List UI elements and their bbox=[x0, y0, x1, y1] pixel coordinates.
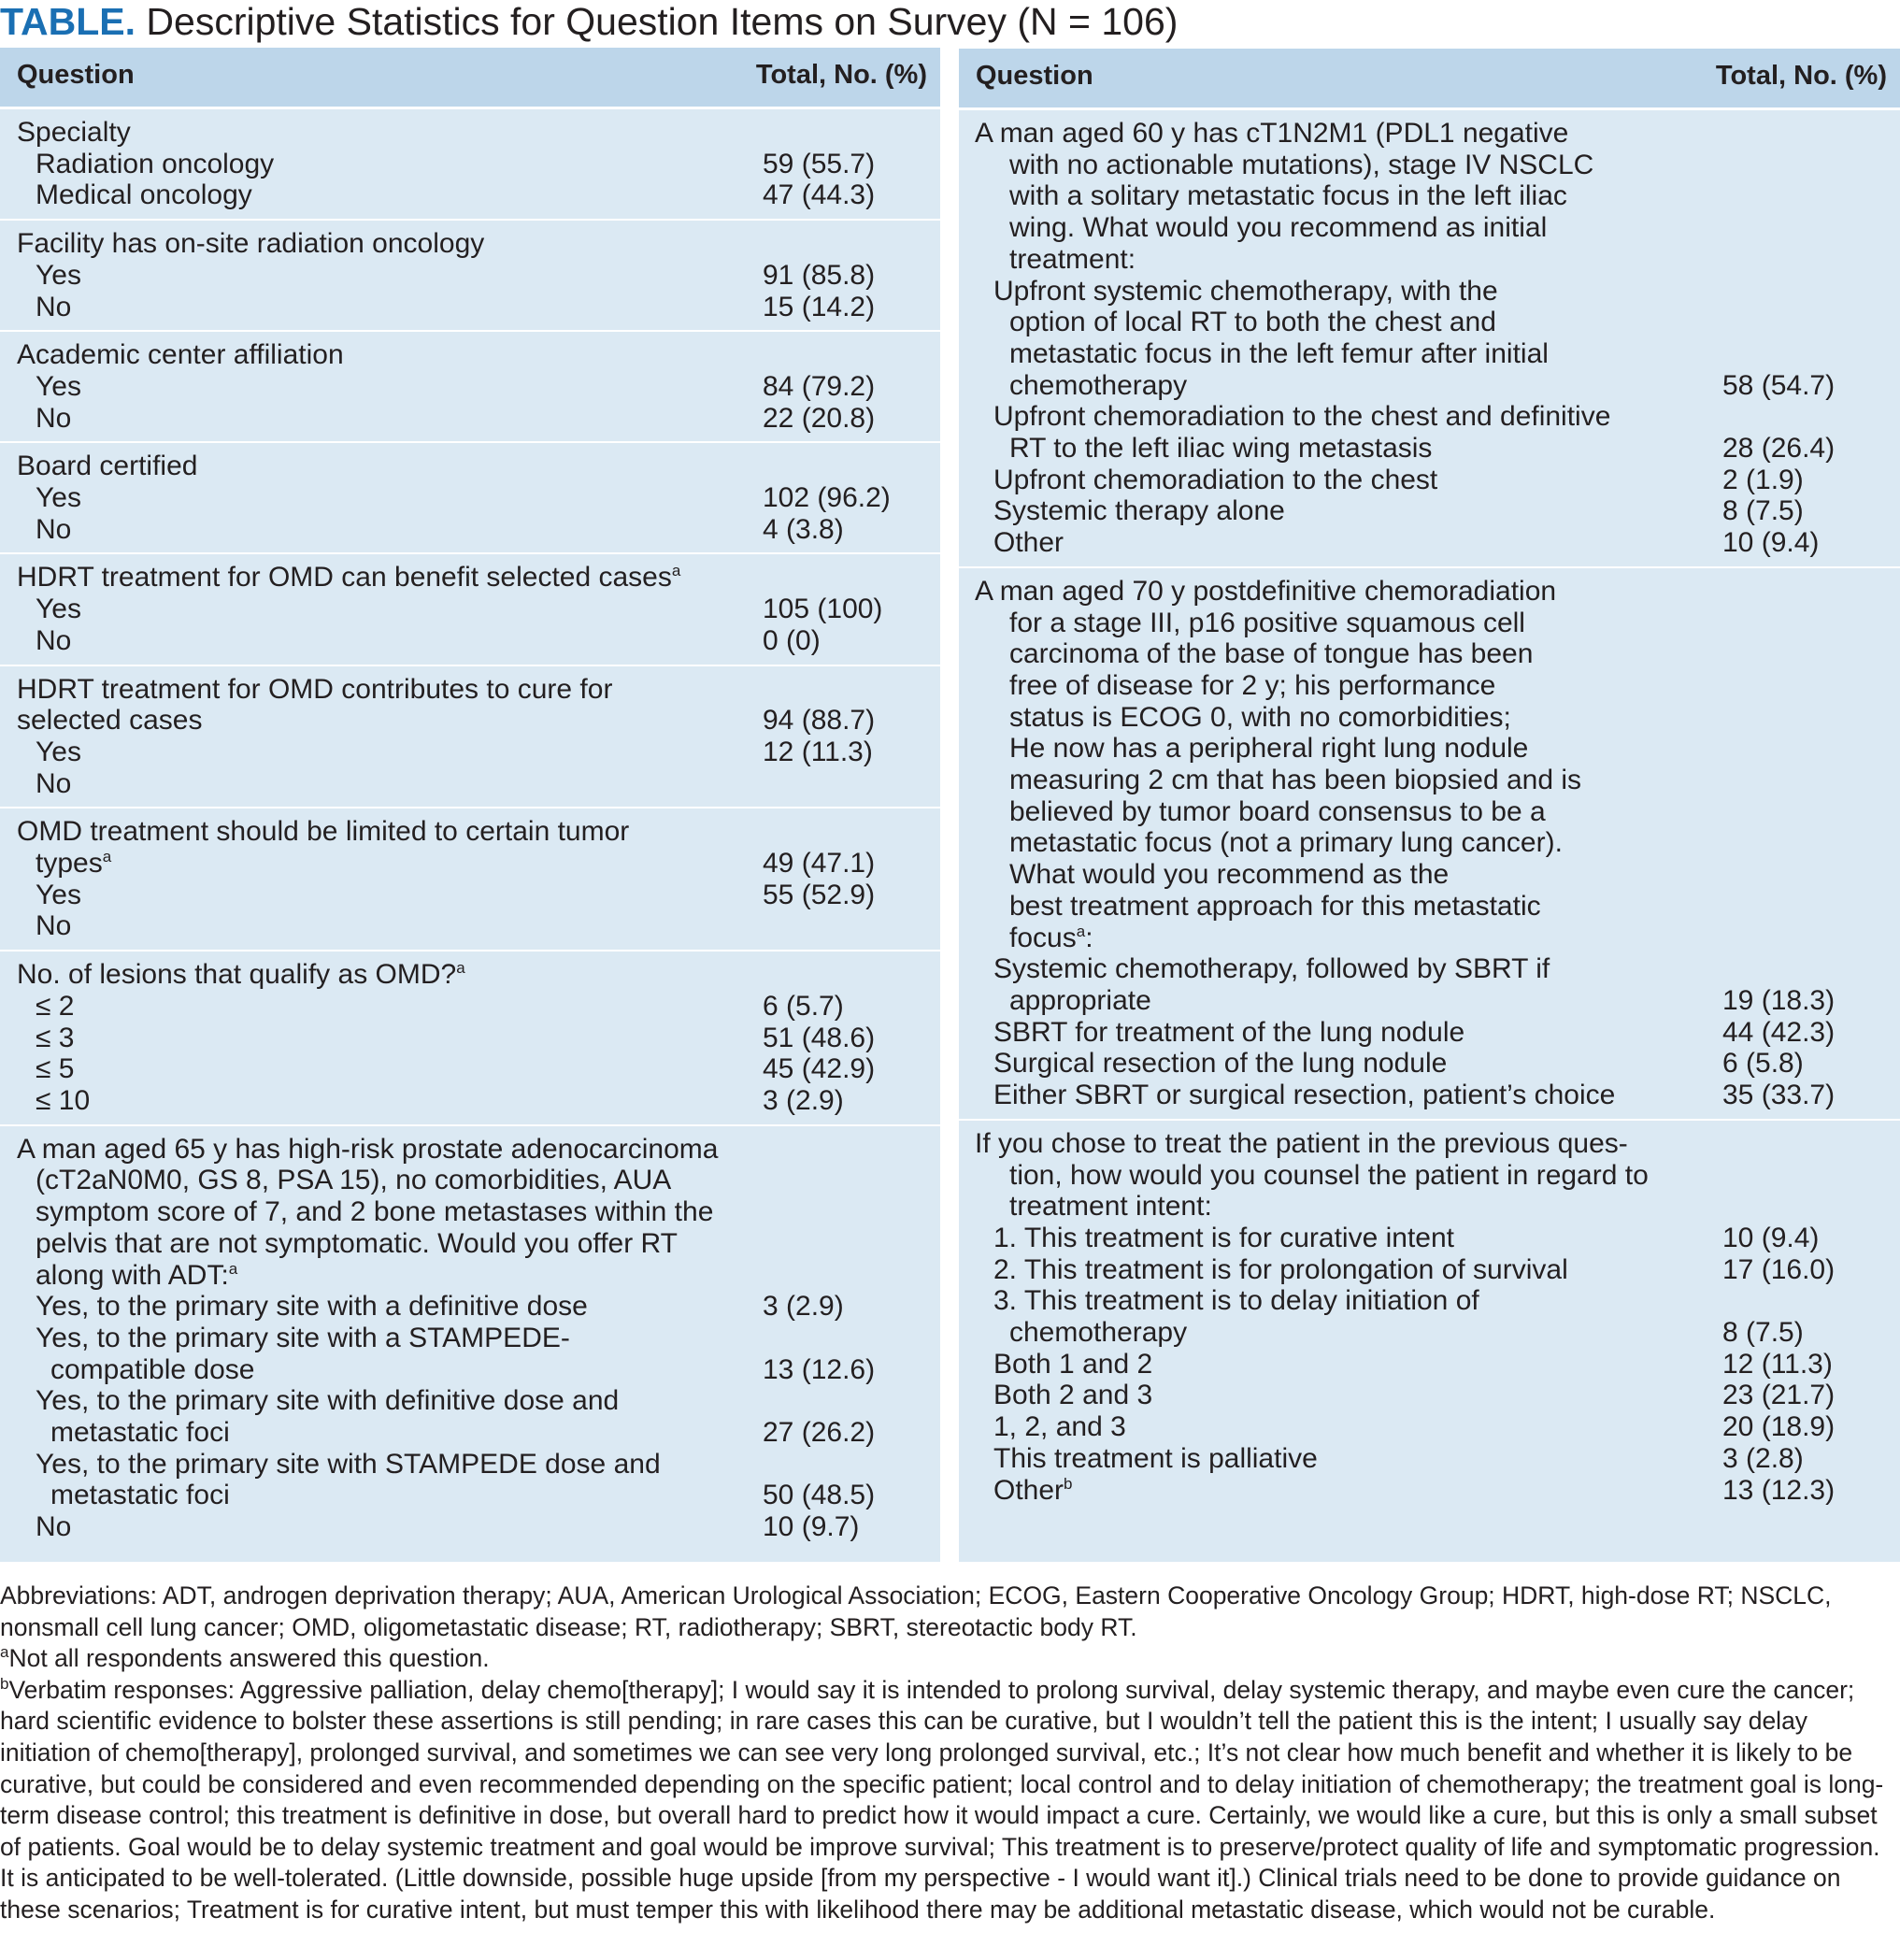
footnotes bbox=[0, 1581, 1888, 1926]
row-question-text: believed by tumor board consensus to be a bbox=[1009, 795, 1546, 827]
row-question-text: Yes bbox=[36, 259, 81, 291]
row-question-text: A man aged 70 y postdefinitive chemoradiation bbox=[975, 575, 1557, 607]
row-total-value: 35 (33.7) bbox=[1722, 1080, 1836, 1111]
row-question-text: ≤ 2 bbox=[36, 990, 75, 1022]
row-question-text: Yes bbox=[36, 594, 81, 625]
footnote-marker: a bbox=[228, 1259, 238, 1278]
footnote-a-text: Not all respondents answered this question. bbox=[8, 1644, 490, 1673]
row-total-value: 27 (26.2) bbox=[763, 1417, 876, 1449]
row-question-text: ≤ 10 bbox=[36, 1084, 91, 1116]
row-question-text: chemotherapy bbox=[1009, 1317, 1188, 1349]
row-question-text: Other bbox=[993, 527, 1064, 559]
row-total-value: 58 (54.7) bbox=[1722, 369, 1836, 401]
table-row bbox=[0, 768, 940, 800]
table-row bbox=[959, 433, 1900, 465]
table-row bbox=[0, 514, 940, 546]
row-total-value: 47 (44.3) bbox=[763, 179, 876, 211]
table-title bbox=[0, 0, 1178, 45]
table-row bbox=[0, 451, 940, 482]
row-question-text: Medical oncology bbox=[36, 179, 252, 211]
row-question-text: No bbox=[36, 767, 72, 799]
row-total-value: 3 (2.9) bbox=[763, 1291, 844, 1323]
row-question-text: Yes, to the primary site with a STAMPEDE- bbox=[36, 1322, 570, 1353]
table-row bbox=[959, 733, 1900, 765]
table-row bbox=[0, 1417, 940, 1449]
row-question-text: Yes, to the primary site with STAMPEDE dose and bbox=[36, 1448, 661, 1480]
row-question-text: free of disease for 2 y; his performance bbox=[1009, 669, 1496, 701]
row-question-text: with a solitary metastatic focus in the left iliac bbox=[1009, 180, 1567, 212]
table-section bbox=[0, 219, 940, 330]
footnote-a bbox=[0, 1643, 1888, 1675]
header-question: Question bbox=[976, 61, 1093, 91]
row-question-text: Yes bbox=[36, 736, 81, 767]
table-row bbox=[959, 827, 1900, 859]
row-total-value: 22 (20.8) bbox=[763, 402, 876, 434]
right-table-header bbox=[959, 49, 1900, 110]
row-question-text: Surgical resection of the lung nodule bbox=[993, 1048, 1448, 1080]
table-row bbox=[959, 212, 1900, 244]
table-row bbox=[959, 150, 1900, 181]
row-question-text: No bbox=[36, 1511, 72, 1543]
row-question-text: If you chose to treat the patient in the previous ques- bbox=[975, 1127, 1628, 1159]
row-question-text: ≤ 5 bbox=[36, 1053, 75, 1085]
row-question-text: metastatic foci bbox=[50, 1480, 230, 1511]
row-question-text: chemotherapy bbox=[1009, 369, 1188, 401]
row-total-value: 8 (7.5) bbox=[1722, 495, 1804, 527]
row-question-text: Either SBRT or surgical resection, patient’s choice bbox=[993, 1080, 1616, 1111]
table-row bbox=[959, 1411, 1900, 1443]
table-row bbox=[0, 816, 940, 848]
row-question-text: 1, 2, and 3 bbox=[993, 1411, 1126, 1443]
table-row bbox=[0, 1511, 940, 1543]
table-row bbox=[959, 1017, 1900, 1049]
table-title-text: Descriptive Statistics for Question Items on Survey (N = 106) bbox=[146, 0, 1179, 43]
table-row bbox=[0, 594, 940, 625]
row-total-value: 19 (18.3) bbox=[1722, 984, 1836, 1016]
row-question-text: What would you recommend as the bbox=[1009, 859, 1450, 891]
footnote-b-text: Verbatim responses: Aggressive palliation, delay chemo[therapy]; I would say it is intended to prolong survival, delay systemic therapy, and maybe even cure the cancer; hard scientific evidence to bolster these assertions is still pending; in rare cases this can be curative, but I wouldn’t tell the patient this is the intent; I usually say delay initiation of chemo[therapy], prolonged survival, and sometimes we can see very long prolonged survival, etc.; It’s not clear how much benefit and whether it is likely to be curative, but could be considered and even recommended depending on the specific patient; local control and to delay initiation of chemotherapy; the treatment goal is long-term disease control; this treatment is definitive in dose, but overall hard to predict how it would impact a cure. Certainly, we would like a cure, but this is only a small subset of patients. Goal would be to delay systemic treatment and goal would be improve survival; This treatment is to preserve/protect quality of life and symptomatic progression. It is anticipated to be well-tolerated. (Little downside, possible huge upside [from my perspective - I would want it].) Clinical trials need to be done to provide guidance on these scenarios; Treatment is for curative intent, but must temper this with likelihood there may be additional metastatic disease, which would not be curable. bbox=[0, 1675, 1884, 1924]
row-question-text: 1. This treatment is for curative intent bbox=[993, 1222, 1454, 1253]
table-row bbox=[0, 1449, 940, 1481]
table-row bbox=[959, 1380, 1900, 1411]
row-total-value: 3 (2.8) bbox=[1722, 1442, 1804, 1474]
table-row bbox=[959, 859, 1900, 891]
table-row bbox=[959, 1443, 1900, 1475]
row-question-text: Board certified bbox=[17, 451, 198, 482]
table-row bbox=[959, 670, 1900, 702]
row-question-text: pelvis that are not symptomatic. Would you offer RT bbox=[36, 1227, 678, 1259]
table-row bbox=[959, 985, 1900, 1017]
table-row bbox=[0, 1023, 940, 1054]
row-total-value: 55 (52.9) bbox=[763, 879, 876, 910]
table-section bbox=[959, 110, 1900, 566]
table-row bbox=[959, 401, 1900, 433]
row-question-text: measuring 2 cm that has been biopsied and is bbox=[1009, 765, 1582, 796]
table-row bbox=[0, 674, 940, 706]
table-row bbox=[0, 705, 940, 737]
footnote-marker: a bbox=[102, 848, 112, 866]
table-row bbox=[0, 1354, 940, 1386]
table-label: TABLE. bbox=[0, 0, 136, 43]
table-row bbox=[959, 1160, 1900, 1192]
row-question-text: metastatic focus in the left femur after initial bbox=[1009, 337, 1549, 369]
row-question-text: Upfront chemoradiation to the chest and definitive bbox=[993, 401, 1611, 433]
table-section bbox=[0, 1124, 940, 1551]
row-total-value: 2 (1.9) bbox=[1722, 464, 1804, 495]
row-total-value: 4 (3.8) bbox=[763, 513, 844, 545]
row-total-value: 6 (5.8) bbox=[1722, 1048, 1804, 1080]
row-question-text: (cT2aN0M0, GS 8, PSA 15), no comorbidities, AUA bbox=[36, 1165, 672, 1196]
row-question-text: appropriate bbox=[1009, 984, 1151, 1016]
table-row bbox=[0, 910, 940, 942]
row-total-value: 17 (16.0) bbox=[1722, 1253, 1836, 1285]
table-row bbox=[959, 276, 1900, 308]
table-row bbox=[0, 1291, 940, 1323]
row-question-text: No bbox=[36, 291, 72, 322]
row-question-text: Systemic therapy alone bbox=[993, 495, 1285, 527]
row-total-value: 10 (9.4) bbox=[1722, 527, 1820, 559]
table-row bbox=[959, 1048, 1900, 1080]
table-row bbox=[959, 180, 1900, 212]
row-question-text: He now has a peripheral right lung nodule bbox=[1009, 733, 1529, 765]
table-row bbox=[0, 179, 940, 211]
row-question-text: Yes, to the primary site with a definitive dose bbox=[36, 1291, 588, 1323]
row-total-value: 28 (26.4) bbox=[1722, 433, 1836, 465]
row-total-value: 45 (42.9) bbox=[763, 1053, 876, 1085]
table-row bbox=[0, 339, 940, 371]
table-row bbox=[0, 1385, 940, 1417]
row-question-text: treatment: bbox=[1009, 243, 1136, 275]
table-row bbox=[0, 1165, 940, 1196]
row-question-text: No bbox=[36, 513, 72, 545]
table-section bbox=[959, 1119, 1900, 1513]
table-section bbox=[0, 665, 940, 808]
row-question-text: 3. This treatment is to delay initiation of bbox=[993, 1285, 1479, 1317]
row-question-text: No bbox=[36, 624, 72, 656]
row-question-text: This treatment is palliative bbox=[993, 1442, 1318, 1474]
table-row bbox=[0, 1480, 940, 1511]
table-row bbox=[959, 702, 1900, 734]
row-total-value: 94 (88.7) bbox=[763, 705, 876, 737]
table-row bbox=[0, 1053, 940, 1085]
row-total-value: 15 (14.2) bbox=[763, 291, 876, 322]
table-section bbox=[0, 552, 940, 664]
table-section bbox=[0, 109, 940, 219]
row-total-value: 91 (85.8) bbox=[763, 259, 876, 291]
table-row bbox=[0, 1134, 940, 1166]
table-row bbox=[0, 1228, 940, 1260]
row-question-text: A man aged 60 y has cT1N2M1 (PDL1 negative bbox=[975, 118, 1569, 149]
row-question-text: metastatic focus (not a primary lung cancer). bbox=[1009, 827, 1563, 859]
row-question-text: Facility has on-site radiation oncology bbox=[17, 228, 485, 260]
row-question-text: No. of lesions that qualify as OMD?$^a$ bbox=[17, 959, 465, 991]
row-question-text: A man aged 65 y has high-risk prostate adenocarcinoma bbox=[17, 1133, 719, 1165]
table-row bbox=[959, 1317, 1900, 1349]
table-row bbox=[0, 228, 940, 260]
row-question-text: wing. What would you recommend as initial bbox=[1009, 212, 1548, 244]
table-row bbox=[0, 371, 940, 403]
footnote-marker: a bbox=[1076, 922, 1086, 940]
table-row bbox=[0, 959, 940, 991]
row-question-text: No bbox=[36, 402, 72, 434]
row-question-text: carcinoma of the base of tongue has been bbox=[1009, 638, 1534, 670]
table-row bbox=[959, 495, 1900, 527]
row-question-text: 2. This treatment is for prolongation of survival bbox=[993, 1253, 1568, 1285]
row-total-value: 59 (55.7) bbox=[763, 148, 876, 179]
row-total-value: 13 (12.6) bbox=[763, 1353, 876, 1385]
footnote-marker: a bbox=[456, 959, 465, 978]
table-row bbox=[959, 1349, 1900, 1381]
table-section bbox=[0, 950, 940, 1124]
table-row bbox=[959, 1080, 1900, 1111]
row-question-text: Specialty bbox=[17, 117, 131, 148]
row-question-text: No bbox=[36, 910, 72, 942]
table-row bbox=[0, 260, 940, 292]
row-question-text: Systemic chemotherapy, followed by SBRT if bbox=[993, 953, 1550, 985]
table-row bbox=[959, 527, 1900, 559]
table-row bbox=[959, 608, 1900, 639]
table-row bbox=[0, 403, 940, 435]
left-table-body bbox=[0, 109, 940, 1551]
table-row bbox=[959, 765, 1900, 796]
row-total-value: 105 (100) bbox=[763, 594, 883, 625]
row-total-value: 3 (2.9) bbox=[763, 1084, 844, 1116]
table-row bbox=[959, 796, 1900, 828]
table-row bbox=[0, 149, 940, 180]
footnote-abbreviations: Abbreviations: ADT, androgen deprivation therapy; AUA, American Urological Association; ECOG, Eastern Cooperative Oncology Group; HDRT, high-dose RT; NSCLC, nonsmall cell lung cancer; OMD, oligometastatic disease; RT, radiotherapy; SBRT, stereotactic body RT. bbox=[0, 1581, 1832, 1641]
footnote-b-mark: b bbox=[0, 1674, 9, 1693]
left-table-header bbox=[0, 48, 940, 109]
row-question-text: RT to the left iliac wing metastasis bbox=[1009, 433, 1433, 465]
row-question-text: Yes bbox=[36, 370, 81, 402]
row-question-text: Yes bbox=[36, 482, 81, 514]
row-question-text: for a stage III, p16 positive squamous cell bbox=[1009, 607, 1525, 638]
table-row bbox=[0, 562, 940, 594]
row-question-text: Both 2 and 3 bbox=[993, 1380, 1153, 1411]
row-total-value: 20 (18.9) bbox=[1722, 1411, 1836, 1443]
row-question-text: tion, how would you counsel the patient in regard to bbox=[1009, 1159, 1649, 1191]
table-row bbox=[959, 370, 1900, 402]
table-row bbox=[959, 1475, 1900, 1507]
row-total-value: 84 (79.2) bbox=[763, 370, 876, 402]
row-question-text: metastatic foci bbox=[50, 1417, 230, 1449]
row-total-value: 44 (42.3) bbox=[1722, 1016, 1836, 1048]
table-row bbox=[959, 1285, 1900, 1317]
table-section bbox=[0, 441, 940, 552]
table-row bbox=[0, 625, 940, 657]
row-question-text: best treatment approach for this metastatic bbox=[1009, 890, 1541, 922]
row-question-text: types$^a$ bbox=[36, 848, 112, 880]
row-total-value: 50 (48.5) bbox=[763, 1480, 876, 1511]
table-row bbox=[959, 1191, 1900, 1223]
row-total-value: 13 (12.3) bbox=[1722, 1474, 1836, 1506]
row-question-text: HDRT treatment for OMD can benefit selected cases$^a$ bbox=[17, 562, 681, 594]
table-row bbox=[0, 292, 940, 323]
row-total-value: 6 (5.7) bbox=[763, 990, 844, 1022]
table-row bbox=[959, 923, 1900, 954]
row-total-value: 12 (11.3) bbox=[763, 736, 873, 767]
footnote-b bbox=[0, 1675, 1888, 1926]
table-row bbox=[0, 1196, 940, 1228]
row-question-text: SBRT for treatment of the lung nodule bbox=[993, 1016, 1465, 1048]
table-section bbox=[0, 330, 940, 441]
row-question-text: status is ECOG 0, with no comorbidities; bbox=[1009, 701, 1511, 733]
row-question-text: Upfront chemoradiation to the chest bbox=[993, 464, 1438, 495]
row-question-text: Radiation oncology bbox=[36, 148, 275, 179]
row-question-text: ≤ 3 bbox=[36, 1022, 75, 1053]
footnote-marker: a bbox=[671, 562, 681, 580]
table-row bbox=[959, 1254, 1900, 1286]
row-question-text: along with ADT:$^a$ bbox=[36, 1259, 238, 1291]
row-total-value: 0 (0) bbox=[763, 624, 821, 656]
row-total-value: 10 (9.7) bbox=[763, 1511, 860, 1543]
table-row bbox=[959, 244, 1900, 276]
table-section bbox=[959, 566, 1900, 1119]
row-question-text: option of local RT to both the chest and bbox=[1009, 307, 1496, 338]
row-total-value: 12 (11.3) bbox=[1722, 1348, 1833, 1380]
table-row bbox=[959, 891, 1900, 923]
row-question-text: symptom score of 7, and 2 bone metastases within the bbox=[36, 1196, 714, 1228]
table-row bbox=[959, 953, 1900, 985]
table-row bbox=[0, 117, 940, 149]
row-question-text: Academic center affiliation bbox=[17, 339, 344, 371]
table-section bbox=[0, 807, 940, 950]
row-question-text: OMD treatment should be limited to certain tumor bbox=[17, 816, 630, 848]
table-row bbox=[0, 848, 940, 880]
left-table-column bbox=[0, 48, 940, 1562]
row-question-text: treatment intent: bbox=[1009, 1191, 1212, 1223]
row-question-text: Both 1 and 2 bbox=[993, 1348, 1153, 1380]
table-row bbox=[0, 482, 940, 514]
table-row bbox=[0, 1085, 940, 1117]
right-table-column bbox=[959, 49, 1900, 1562]
row-question-text: HDRT treatment for OMD contributes to cure for bbox=[17, 673, 613, 705]
row-total-value: 49 (47.1) bbox=[763, 848, 876, 880]
header-total: Total, No. (%) bbox=[755, 60, 927, 90]
table-row bbox=[0, 991, 940, 1023]
row-total-value: 102 (96.2) bbox=[763, 482, 891, 514]
table-row bbox=[959, 1223, 1900, 1254]
table-row bbox=[0, 1260, 940, 1292]
header-total: Total, No. (%) bbox=[1715, 61, 1887, 91]
row-total-value: 51 (48.6) bbox=[763, 1022, 876, 1053]
row-question-text: Yes, to the primary site with definitive dose and bbox=[36, 1385, 620, 1417]
table-row bbox=[959, 465, 1900, 496]
table-row bbox=[959, 118, 1900, 150]
table-row bbox=[959, 307, 1900, 338]
row-total-value: 23 (21.7) bbox=[1722, 1380, 1836, 1411]
footnote-marker: b bbox=[1064, 1474, 1073, 1493]
row-question-text: Upfront systemic chemotherapy, with the bbox=[993, 275, 1498, 307]
table-row bbox=[0, 737, 940, 768]
footnote-a-mark: a bbox=[0, 1643, 9, 1662]
table-row bbox=[959, 576, 1900, 608]
row-question-text: focus$^a$: bbox=[1009, 922, 1093, 953]
right-table-body bbox=[959, 110, 1900, 1513]
row-question-text: compatible dose bbox=[50, 1353, 255, 1385]
header-question: Question bbox=[17, 60, 135, 90]
table-row bbox=[0, 1323, 940, 1354]
table-row bbox=[959, 1128, 1900, 1160]
row-question-text: selected cases bbox=[17, 705, 203, 737]
row-total-value: 10 (9.4) bbox=[1722, 1222, 1820, 1253]
table-row bbox=[959, 338, 1900, 370]
row-question-text: Other$^b$ bbox=[993, 1474, 1073, 1506]
row-total-value: 8 (7.5) bbox=[1722, 1317, 1804, 1349]
row-question-text: Yes bbox=[36, 879, 81, 910]
table-row bbox=[0, 880, 940, 911]
row-question-text: with no actionable mutations), stage IV NSCLC bbox=[1009, 149, 1594, 180]
table-row bbox=[959, 638, 1900, 670]
